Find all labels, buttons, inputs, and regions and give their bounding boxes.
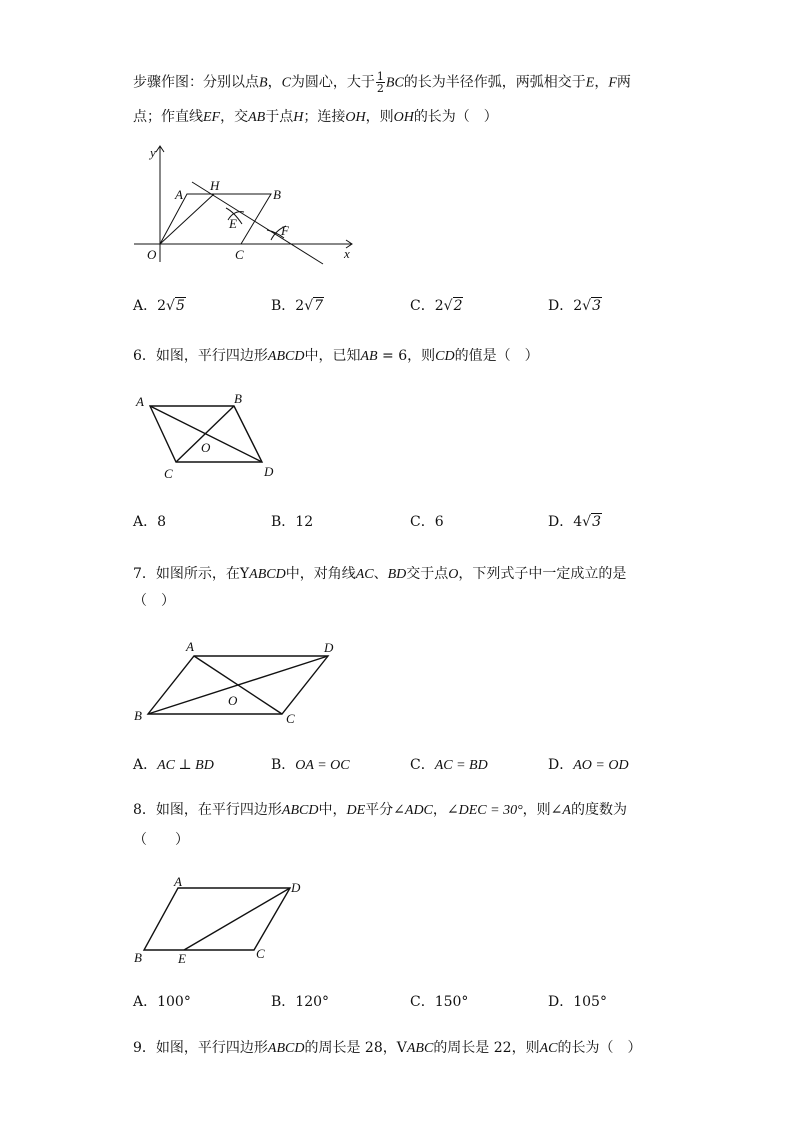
q8-option-d[interactable]: D．105° (548, 994, 607, 1010)
option-coefficient: 2 (295, 298, 305, 314)
text-segment: 两 (616, 74, 631, 91)
text-segment: 中， (318, 802, 347, 818)
math-expr: ∠ADC (393, 803, 433, 818)
text-segment: 平分 (365, 802, 394, 818)
label-a: A (186, 639, 194, 654)
math-var: AC (355, 567, 374, 582)
math-var: DE (346, 803, 366, 818)
q5-text-line2 (133, 107, 498, 128)
diagonal-bd (148, 656, 328, 714)
option-letter: C． (410, 757, 435, 773)
label-a: A (136, 394, 144, 409)
math-var: F (608, 75, 617, 91)
q7-question (133, 564, 626, 585)
text-segment: ；连接 (303, 109, 346, 125)
text-segment: 于点 (265, 109, 294, 125)
q8-question (133, 800, 627, 821)
q6-question (133, 346, 539, 367)
q5-figure (130, 140, 360, 265)
text-segment: 的周长是 28，V (304, 1040, 407, 1056)
text-segment: ，交 (220, 109, 249, 125)
label-b: B (134, 708, 142, 723)
label-x: x (344, 246, 350, 261)
math-var: CD (435, 349, 455, 364)
q8-option-c[interactable]: C．150° (410, 994, 469, 1010)
text-segment: 7．如图所示，在Y (133, 566, 250, 582)
math-var: E (585, 75, 595, 91)
label-y: y (150, 145, 156, 160)
option-expression: AC ⊥ BD (157, 758, 214, 773)
text-segment: 、 (373, 566, 388, 582)
label-a: A (175, 187, 183, 202)
text-segment: 的值是（ ） (454, 348, 539, 364)
text-segment: ， (432, 802, 447, 818)
text-segment: 的度数为 (570, 802, 627, 818)
q5-option-b[interactable] (271, 296, 324, 316)
q7-option-b[interactable] (271, 755, 350, 776)
label-d: D (324, 640, 334, 655)
q8-option-b[interactable]: B．120° (271, 994, 330, 1010)
q9-question (133, 1038, 641, 1059)
fraction-denominator: 2 (376, 82, 384, 95)
sqrt-expression: √3 (582, 514, 601, 530)
radicand: 5 (175, 298, 185, 314)
math-var: O (448, 567, 459, 582)
math-var: ABC (406, 1041, 434, 1056)
q6-option-d[interactable] (548, 512, 602, 532)
text-segment: 的长为（ ） (413, 109, 498, 125)
label-b: B (273, 187, 281, 202)
label-d: D (264, 464, 274, 479)
text-segment: 的周长是 22，则 (433, 1040, 540, 1056)
label-e: E (178, 951, 186, 966)
radicand: 3 (592, 298, 601, 314)
q5-option-d[interactable] (548, 296, 602, 316)
math-var: C (281, 75, 291, 91)
text-segment: 9．如图，平行四边形 (133, 1040, 268, 1056)
option-coefficient: 2 (157, 298, 167, 314)
math-var: B (259, 75, 268, 91)
sqrt-expression: √5 (166, 298, 185, 314)
math-var: AC (539, 1041, 558, 1056)
option-letter: A． (133, 298, 158, 314)
text-segment: ， (267, 74, 282, 91)
option-letter: D． (548, 757, 574, 773)
option-coefficient: 2 (434, 298, 444, 314)
text-segment: ，下列式子中一定成立的是 (458, 566, 627, 582)
text-segment: 点；作直线 (133, 109, 203, 125)
q8-figure (130, 872, 315, 967)
radicand: 2 (453, 298, 463, 314)
segment-oh (160, 194, 214, 244)
text-segment: 8．如图，在平行四边形 (133, 802, 282, 818)
option-expression: AO = OD (573, 758, 629, 773)
option-expression: OA = OC (295, 758, 350, 773)
q5-option-a[interactable] (133, 296, 186, 316)
radicand: 7 (314, 298, 324, 314)
math-var: BC (385, 75, 404, 91)
option-coefficient: 2 (573, 298, 583, 314)
text-segment: 6．如图，平行四边形 (133, 348, 268, 364)
label-b: B (234, 391, 242, 406)
math-var: ABCD (249, 567, 286, 582)
sqrt-expression: √3 (582, 298, 601, 314)
text-segment: 中，对角线 (285, 566, 356, 582)
option-letter: D． (548, 298, 574, 314)
math-var: ABCD (267, 349, 305, 364)
option-expression: AC = BD (434, 758, 488, 773)
text-segment: 为圆心，大于 (290, 74, 375, 91)
q8-question-line2: （ ） (133, 832, 189, 848)
text-segment: ， (594, 74, 609, 91)
label-o: O (147, 247, 157, 262)
math-var: OH (393, 110, 414, 125)
text-segment: 中，已知 (304, 348, 361, 364)
option-letter: D． (548, 514, 574, 530)
text-segment: 的长为半径作弧，两弧相交于 (403, 74, 586, 91)
q7-option-a[interactable] (133, 755, 214, 776)
fraction-one-half (376, 71, 385, 94)
q7-option-c[interactable] (410, 755, 488, 776)
label-c: C (256, 946, 265, 961)
segment-de (184, 888, 290, 950)
option-letter: B． (271, 298, 296, 314)
text-segment: ，则 (407, 348, 436, 364)
q5-text-line1 (133, 71, 631, 94)
q6-option-a[interactable]: A．8 (133, 514, 167, 530)
label-e: E (229, 216, 237, 231)
option-letter: A． (133, 757, 158, 773)
math-var: ABCD (281, 803, 319, 818)
label-d: D (291, 880, 301, 895)
math-var: AB (360, 349, 378, 364)
label-a: A (174, 874, 182, 889)
math-expr: ∠A (550, 803, 571, 818)
text-segment: 步骤作图：分别以点 (133, 74, 259, 91)
math-expr: ∠DEC = 30° (446, 803, 523, 818)
fraction-numerator: 1 (376, 70, 384, 83)
q7-option-d[interactable] (548, 755, 629, 776)
text-segment: ，则 (522, 802, 551, 818)
q6-figure (130, 388, 290, 488)
text-segment: 交于点 (406, 566, 449, 582)
option-letter: C． (410, 298, 435, 314)
math-var: H (293, 110, 304, 125)
q8-option-a[interactable]: A．100° (133, 994, 191, 1010)
label-o: O (201, 440, 211, 455)
label-h: H (210, 178, 220, 193)
label-c: C (286, 711, 295, 726)
math-var: EF (203, 110, 221, 125)
math-var: BD (387, 567, 407, 582)
label-f: F (281, 223, 289, 238)
q6-option-b[interactable]: B．12 (271, 514, 314, 530)
text-segment: ，则 (365, 109, 394, 125)
label-o: O (228, 693, 238, 708)
option-coefficient: 4 (573, 514, 583, 530)
text-segment: 的长为（ ） (557, 1040, 642, 1056)
radicand: 3 (592, 514, 601, 530)
q5-option-c[interactable] (410, 296, 463, 316)
q6-option-c[interactable]: C．6 (410, 514, 444, 530)
label-c: C (164, 466, 173, 481)
math-var: OH (345, 110, 366, 125)
parallelogram-abcd (144, 888, 290, 950)
sqrt-expression: √2 (443, 298, 463, 314)
q7-figure (130, 636, 345, 728)
label-b: B (134, 950, 142, 965)
q7-question-line2: （ ） (133, 593, 175, 609)
sqrt-expression: √7 (304, 298, 324, 314)
option-letter: B． (271, 757, 296, 773)
math-var: ABCD (267, 1041, 305, 1056)
math-var: AB (248, 110, 266, 125)
label-c: C (235, 247, 244, 262)
text-segment: = 6 (377, 348, 408, 364)
